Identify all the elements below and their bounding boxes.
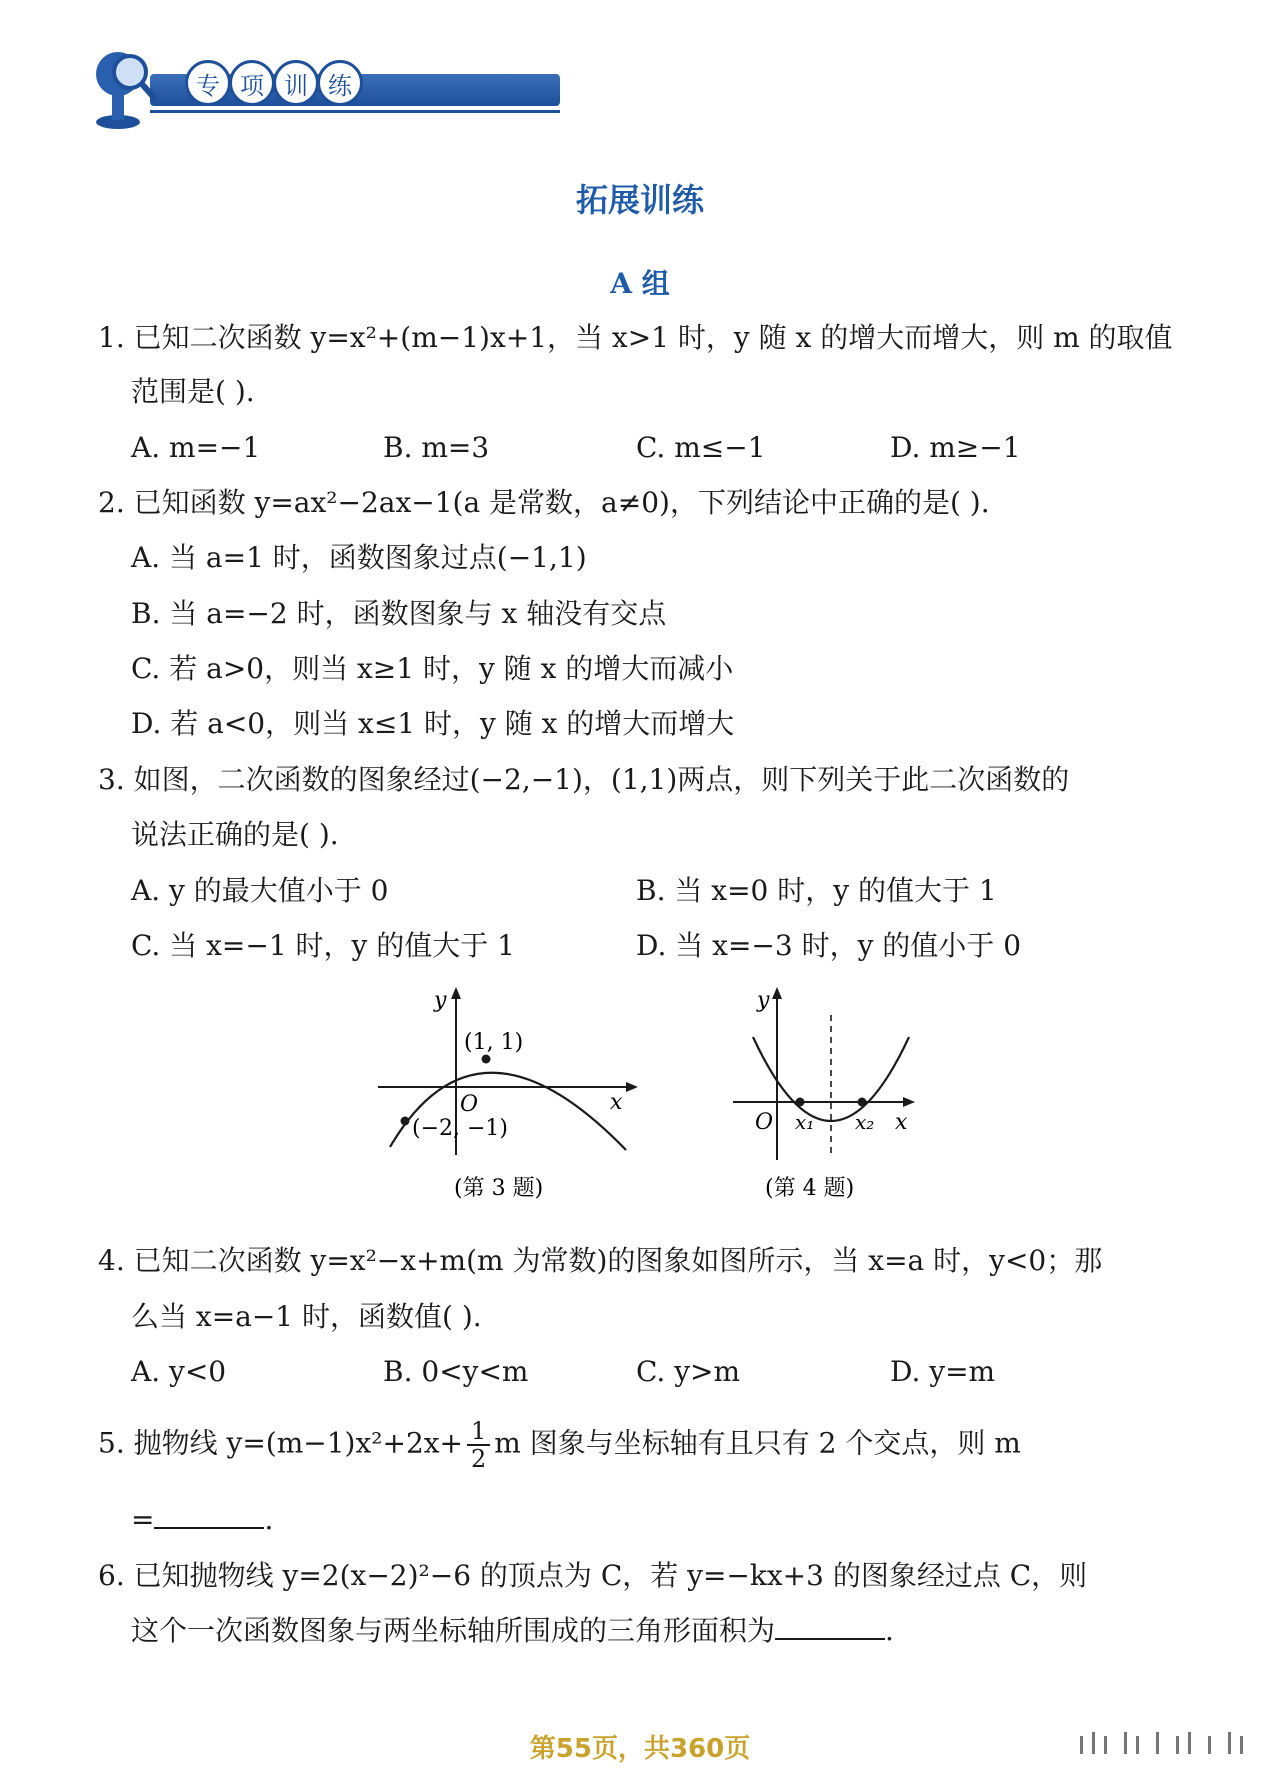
q4-stem-line1: 4. 已知二次函数 y=x²−x+m(m 为常数)的图象如图所示，当 x=a 时，y<0；那 — [98, 1244, 1103, 1277]
q4-option-b: B. 0<y<m — [383, 1355, 529, 1388]
q3-point-1-1 — [482, 1055, 491, 1064]
q5-stem-line2 — [131, 1500, 273, 1540]
q4-x2-label: x₂ — [855, 1110, 875, 1134]
q2-option-d: D. 若 a<0，则当 x≤1 时，y 随 x 的增大而增大 — [131, 707, 735, 740]
q1-stem-line2: 范围是( ). — [131, 375, 255, 408]
magnifier-icon — [90, 48, 166, 132]
q5-frac-den: 2 — [471, 1445, 487, 1473]
q4-caption: (第 4 题) — [765, 1176, 855, 1201]
q4-y-label: y — [757, 988, 770, 1013]
q4-x-label: x — [895, 1110, 908, 1135]
q3-y-label: y — [434, 988, 447, 1013]
figure-q3 — [370, 985, 650, 1205]
q6-stem-line1: 6. 已知抛物线 y=2(x−2)²−6 的顶点为 C，若 y=−kx+3 的图象经过点 C，则 — [98, 1559, 1088, 1592]
badge-char-2: 项 — [229, 60, 275, 106]
q5-stem-line1 — [98, 1418, 1021, 1472]
q3-x-label: x — [610, 1090, 623, 1115]
q4-stem-line2: 么当 x=a−1 时，函数值( ). — [131, 1300, 482, 1333]
q3-stem-line1: 3. 如图，二次函数的图象经过(−2,−1)，(1,1)两点，则下列关于此二次函数的 — [98, 763, 1070, 796]
q3-option-b: B. 当 x=0 时，y 的值大于 1 — [636, 874, 997, 907]
page-title: 拓展训练 — [575, 181, 704, 219]
q4-y-arrow — [772, 987, 782, 999]
q6-stem-line2 — [131, 1611, 894, 1651]
q2-option-a: A. 当 a=1 时，函数图象过点(−1,1) — [131, 541, 587, 574]
badge-char-1: 专 — [185, 60, 231, 106]
q5-fraction — [467, 1418, 490, 1472]
q5-suffix: m 图象与坐标轴有且只有 2 个交点，则 m — [494, 1426, 1021, 1460]
q4-option-c: C. y>m — [636, 1355, 741, 1388]
q4-x1-label: x₁ — [795, 1110, 815, 1134]
q4-origin-label: O — [755, 1110, 774, 1135]
q1-option-b: B. m=3 — [383, 431, 490, 464]
q5-frac-num: 1 — [467, 1418, 490, 1446]
q6-line2-text: 这个一次函数图象与两坐标轴所围成的三角形面积为 — [131, 1614, 776, 1647]
group-title: A 组 — [610, 267, 670, 300]
q5-prefix: 5. 抛物线 y=(m−1)x²+2x+ — [98, 1426, 464, 1460]
badge-char-3: 训 — [273, 60, 319, 106]
q1-option-a: A. m=−1 — [131, 431, 261, 464]
q5-period: . — [264, 1503, 274, 1536]
q3-point-neg2-neg1 — [401, 1117, 410, 1126]
q5-answer-blank[interactable] — [154, 1501, 264, 1529]
q4-option-a: A. y<0 — [131, 1355, 227, 1388]
page-counter: 第55页，共360页 — [529, 1734, 751, 1764]
q2-option-c: C. 若 a>0，则当 x≥1 时，y 随 x 的增大而减小 — [131, 652, 734, 685]
q1-stem-line1: 1. 已知二次函数 y=x²+(m−1)x+1，当 x>1 时，y 随 x 的增大而增大，则 m 的取值 — [98, 321, 1173, 354]
q5-equals: = — [131, 1503, 155, 1536]
q3-option-a: A. y 的最大值小于 0 — [131, 874, 389, 907]
q3-option-c: C. 当 x=−1 时，y 的值大于 1 — [131, 929, 515, 962]
figure-q4 — [725, 985, 925, 1205]
q3-caption: (第 3 题) — [454, 1176, 544, 1201]
q4-x-arrow — [903, 1097, 915, 1107]
q4-root-x1 — [796, 1098, 805, 1107]
badge-char-4: 练 — [317, 60, 363, 106]
q3-point-label-1: (1, 1) — [464, 1030, 524, 1055]
q3-y-arrow — [451, 987, 461, 999]
q3-point-label-2: (−2, −1) — [412, 1116, 509, 1141]
q3-x-arrow — [626, 1082, 638, 1092]
q3-option-d: D. 当 x=−3 时，y 的值小于 0 — [636, 929, 1022, 962]
q4-option-d: D. y=m — [890, 1355, 996, 1388]
q4-root-x2 — [858, 1098, 867, 1107]
q2-stem: 2. 已知函数 y=ax²−2ax−1(a 是常数，a≠0)，下列结论中正确的是( ). — [98, 486, 990, 519]
section-header-badge — [90, 40, 480, 130]
q6-answer-blank[interactable] — [775, 1612, 885, 1640]
q1-option-d: D. m≥−1 — [890, 431, 1021, 464]
q1-option-c: C. m≤−1 — [636, 431, 766, 464]
q3-origin-label: O — [460, 1092, 479, 1117]
q6-period: . — [885, 1614, 894, 1647]
q2-option-b: B. 当 a=−2 时，函数图象与 x 轴没有交点 — [131, 597, 667, 630]
q3-stem-line2: 说法正确的是( ). — [131, 818, 339, 851]
scroll-bars-icon — [1080, 1722, 1260, 1762]
